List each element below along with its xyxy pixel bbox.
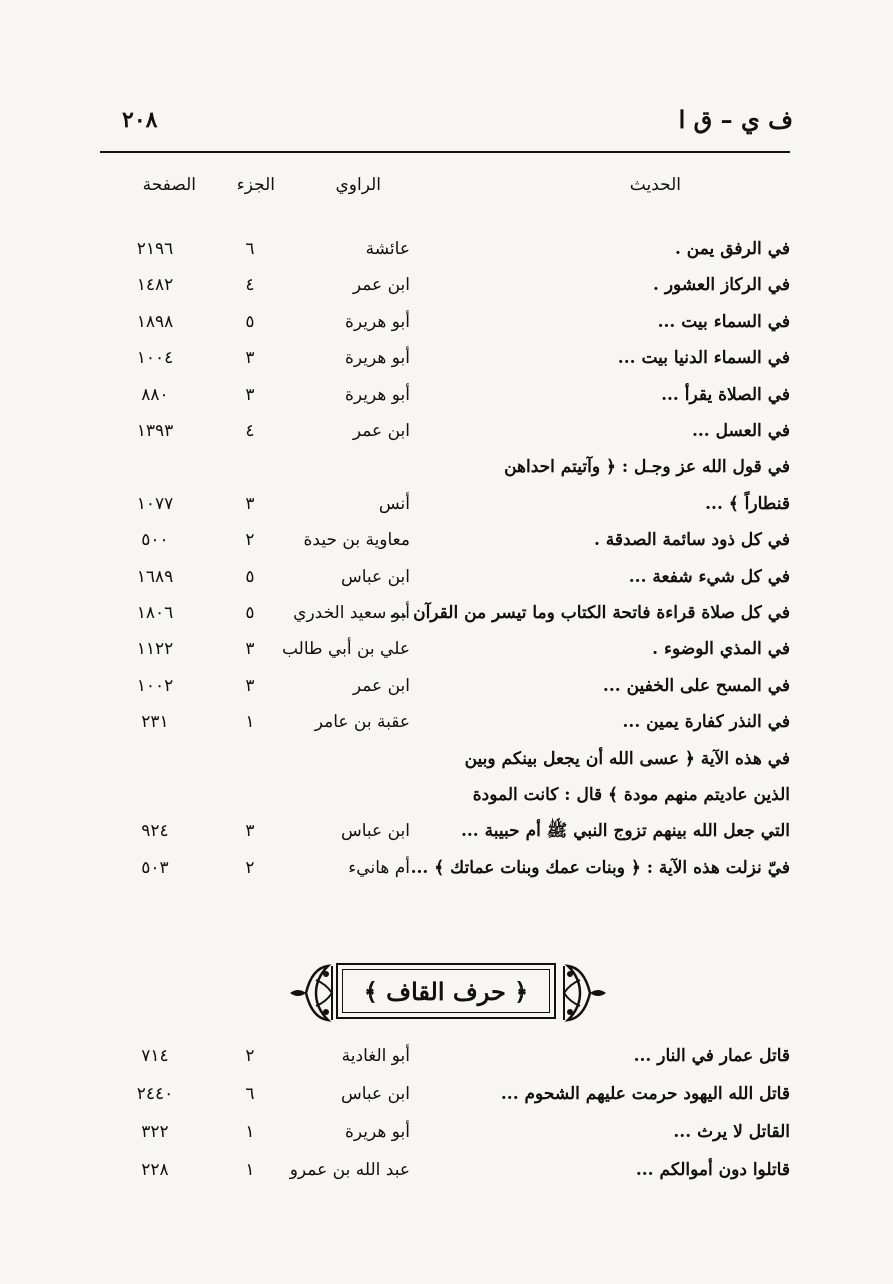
hadith-text: في المذي الوضوء .	[652, 639, 790, 660]
page-reference: ١٨٩٨	[136, 311, 174, 332]
column-header-narrator: الراوي	[335, 175, 381, 195]
volume-number: ٢	[245, 530, 255, 551]
list-item	[100, 451, 790, 483]
hadith-text: في العسل ...	[691, 421, 790, 441]
fleur-ornament-icon	[286, 960, 336, 1026]
list-item	[100, 342, 790, 374]
hadith-text: في السماء بيت ...	[657, 311, 790, 332]
page-reference: ١٦٨٩	[136, 566, 174, 587]
list-item	[100, 670, 790, 702]
list-item	[100, 779, 790, 811]
section-banner	[286, 960, 610, 1026]
volume-number: ٦	[245, 239, 255, 259]
list-item	[100, 488, 790, 520]
narrator-name: ابن عباس	[340, 566, 410, 587]
header-rule	[100, 151, 790, 153]
volume-number: ٥	[245, 566, 255, 587]
list-item	[100, 852, 790, 884]
narrator-name: ابن عباس	[340, 1084, 410, 1104]
narrator-name: أبو الغادية	[341, 1046, 410, 1066]
page-reference: ٢٤٤٠	[136, 1084, 174, 1104]
narrator-name: أم هانيء	[348, 857, 410, 878]
volume-number: ٥	[245, 311, 255, 332]
narrator-name: أنس	[378, 493, 410, 514]
volume-number: ١	[245, 1160, 255, 1180]
hadith-text: في الصلاة يقرأ ...	[661, 384, 790, 405]
list-item	[100, 561, 790, 593]
volume-number: ٥	[245, 603, 255, 623]
fleur-ornament-icon	[560, 960, 610, 1026]
hadith-text: فيّ نزلت هذه الآية : ﴿ وبنات عمك وبنات عماتك ﴾ ...	[410, 857, 790, 878]
hadith-text: القاتل لا يرث ...	[673, 1122, 790, 1142]
list-item	[100, 815, 790, 847]
volume-number: ٣	[245, 493, 255, 514]
volume-number: ٤	[245, 275, 255, 296]
page-reference: ٥٠٠	[141, 530, 169, 551]
narrator-name: أبو هريرة	[344, 1122, 410, 1142]
page-reference: ١٣٩٣	[136, 421, 174, 441]
volume-number: ٤	[245, 421, 255, 441]
section-title-frame	[336, 963, 556, 1019]
list-item	[100, 1078, 790, 1110]
list-item	[100, 597, 790, 629]
hadith-text: في قول الله عز وجـل : ﴿ وآتيتم احداهن	[504, 457, 790, 478]
volume-number: ٣	[245, 821, 255, 842]
volume-number: ٣	[245, 384, 255, 405]
page-reference: ١٨٠٦	[136, 603, 174, 623]
volume-number: ١	[245, 712, 255, 733]
hadith-text: في المسح على الخفين ...	[602, 675, 790, 696]
list-item	[100, 269, 790, 301]
narrator-name: أبو هريرة	[344, 348, 410, 369]
page-reference: ٢٣١	[141, 712, 169, 733]
hadith-text: في السماء الدنيا بيت ...	[617, 348, 790, 369]
hadith-text: في كل صلاة قراءة فاتحة الكتاب وما تيسر من القرآن ...	[389, 603, 790, 623]
volume-number: ٣	[245, 675, 255, 696]
narrator-name: ابن عمر	[352, 675, 410, 696]
hadith-text: التي جعل الله بينهم تزوج النبي ﷺ أم حبيبة ...	[460, 821, 790, 842]
narrator-name: ابن عمر	[352, 421, 410, 441]
page-reference: ١١٢٢	[136, 639, 174, 660]
list-item	[100, 1116, 790, 1148]
list-item	[100, 379, 790, 411]
list-item	[100, 1040, 790, 1072]
page-number: ٢٠٨	[122, 107, 158, 133]
page-reference: ٢٢٨	[141, 1160, 169, 1180]
list-item	[100, 524, 790, 556]
narrator-name: علي بن أبي طالب	[281, 639, 410, 660]
narrator-name: عبد الله بن عمرو	[289, 1160, 410, 1180]
hadith-text: في الركاز العشور .	[653, 275, 790, 296]
page-reference: ٧١٤	[141, 1046, 169, 1066]
hadith-text: في الرفق يمن .	[674, 239, 790, 259]
hadith-text: قاتل عمار في النار ...	[633, 1046, 790, 1066]
section-letters: ف ي – ق ا	[678, 105, 793, 134]
narrator-name: ابن عباس	[340, 821, 410, 842]
narrator-name: عائشة	[365, 239, 410, 259]
page-reference: ٥٠٣	[141, 857, 169, 878]
volume-number: ٢	[245, 1046, 255, 1066]
list-item	[100, 306, 790, 338]
list-item	[100, 706, 790, 738]
hadith-text: قنطاراً ﴾ ...	[705, 493, 790, 514]
volume-number: ٦	[245, 1084, 255, 1104]
narrator-name: ابن عمر	[352, 275, 410, 296]
narrator-name: معاوية بن حيدة	[303, 530, 410, 551]
page-header	[100, 105, 793, 145]
hadith-text: في هذه الآية ﴿ عسى الله أن يجعل بينكم وبين	[464, 748, 790, 769]
hadith-text: الذين عاديتم منهم مودة ﴾ قال : كانت المودة	[472, 785, 790, 805]
volume-number: ٣	[245, 639, 255, 660]
hadith-text: قاتلوا دون أموالكم ...	[635, 1160, 790, 1180]
page-reference: ٨٨٠	[141, 384, 169, 405]
narrator-name: عقبة بن عامر	[314, 712, 410, 733]
column-header-page: الصفحة	[142, 175, 196, 195]
column-header-part: الجزء	[236, 175, 275, 195]
list-item	[100, 1154, 790, 1186]
section-title: ﴿ حرف القاف ﴾	[342, 969, 550, 1013]
hadith-text: في كل ذود سائمة الصدقة .	[593, 530, 790, 551]
narrator-name: أبو سعيد الخدري	[293, 603, 410, 623]
page-reference: ٩٢٤	[141, 821, 169, 842]
page-reference: ١٠٠٤	[136, 348, 174, 369]
list-item	[100, 233, 790, 265]
hadith-text: في كل شيء شفعة ...	[628, 566, 790, 587]
page-reference: ٢١٩٦	[136, 239, 174, 259]
hadith-text: في النذر كفارة يمين ...	[622, 712, 790, 733]
list-item	[100, 743, 790, 775]
list-item	[100, 415, 790, 447]
page-reference: ١٤٨٢	[136, 275, 174, 296]
narrator-name: أبو هريرة	[344, 311, 410, 332]
volume-number: ٢	[245, 857, 255, 878]
page-reference: ١٠٧٧	[136, 493, 174, 514]
column-header-hadith: الحديث	[629, 175, 681, 195]
page-reference: ٣٢٢	[141, 1122, 169, 1142]
volume-number: ٣	[245, 348, 255, 369]
list-item	[100, 633, 790, 665]
narrator-name: أبو هريرة	[344, 384, 410, 405]
volume-number: ١	[245, 1122, 255, 1142]
page-reference: ١٠٠٢	[136, 675, 174, 696]
hadith-text: قاتل الله اليهود حرمت عليهم الشحوم ...	[500, 1084, 790, 1104]
